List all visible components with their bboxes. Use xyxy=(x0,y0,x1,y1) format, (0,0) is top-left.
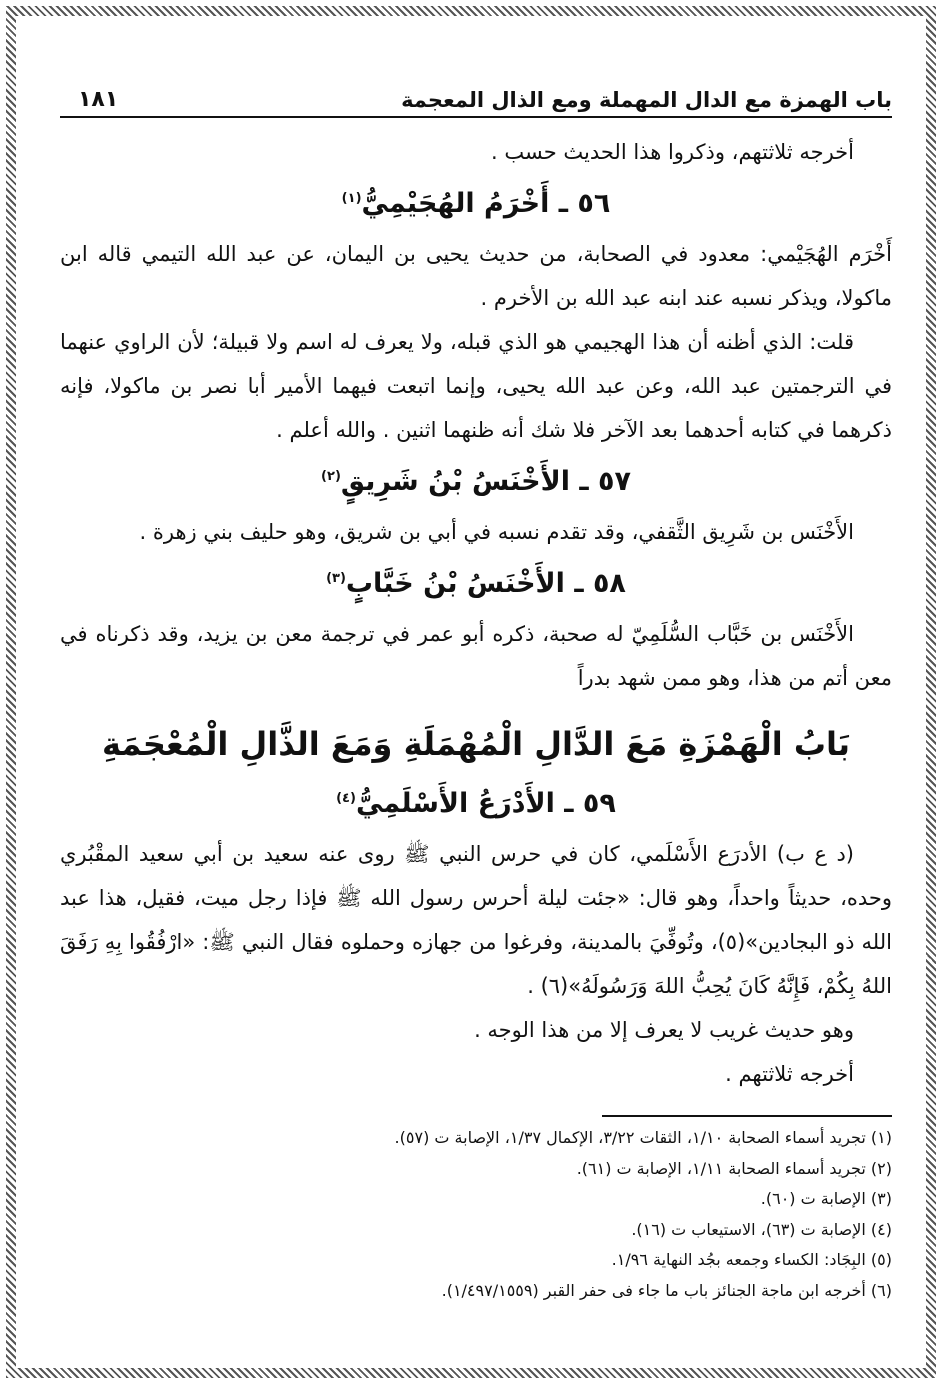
entry-59-paragraph-3: أخرجه ثلاثتهم . xyxy=(725,1062,854,1086)
footnote-1: (١) تجريد أسماء الصحابة ١/١٠، الثقات ٣/٢٢، الإكمال ١/٣٧، الإصابة ت (٥٧). xyxy=(394,1128,892,1147)
footnote-3: (٣) الإصابة ت (٦٠). xyxy=(760,1189,892,1208)
entry-59-paragraph-1: (د ع ب) الأدرَع الأَسْلَمي، كان في حرس النبي ﷺ روى عنه سعيد بن أبي سعيد المقْبُري وحده، حديثاً واحداً، وهو قال: «جئت ليلة أحرس رسول الله ﷺ فإذا رجل ميت، فقيل، هذا عبد الله ذو البجادين»(٥)، وتُوفِّيَ بالمدينة، وفرغوا من جهازه وحملوه فقال النبي ﷺ: «ارْفُقُوا بِهِ رَفَقَ اللهُ بِكُمْ، فَإِنَّهُ كَانَ يُحِبُّ اللهَ وَرَسُولَهُ»(٦) . xyxy=(60,842,892,998)
entry-57-paragraph: الأَخْنَس بن شَرِيق الثَّقفي، وقد تقدم نسبه في أبي بن شريق، وهو حليف بني زهرة . xyxy=(139,520,854,544)
footnote-6: (٦) أخرجه ابن ماجة الجنائز باب ما جاء فى حفر القبر (١/٤٩٧/١٥٥٩). xyxy=(441,1280,892,1300)
footnotes xyxy=(60,1115,892,1306)
footnote-5: (٥) البِجَاد: الكساء وجمعه بجُد النهاية ١/٩٦. xyxy=(611,1250,892,1269)
footnote-ref: (٢) xyxy=(321,469,341,484)
footnote-divider xyxy=(602,1115,892,1117)
footnote-2: (٢) تجريد أسماء الصحابة ١/١١، الإصابة ت (٦١). xyxy=(576,1158,892,1178)
entry-59-title: ٥٩ ـ الأَدْرَعُ الأَسْلَمِيُّ$^{(٤)}$ xyxy=(336,788,616,819)
page xyxy=(60,30,892,1360)
running-header xyxy=(60,76,892,118)
entry-58-title: ٥٨ ـ الأَخْنَسُ بْنُ خَبَّابٍ$^{(٣)}$ xyxy=(326,568,626,599)
intro-line: أخرجه ثلاثتهم، وذكروا هذا الحديث حسب . xyxy=(491,140,854,164)
header-title: باب الهمزة مع الدال المهملة ومع الذال المعجمة xyxy=(401,88,892,112)
footnote-ref: (٣) xyxy=(326,571,346,586)
entry-56-paragraph-1: أَخْرَم الهُجَيْمي: معدود في الصحابة، من حديث يحيى بن اليمان، عن عبد الله التيمي قاله ابن ماكولا، ويذكر نسبه عند ابنه عبد الله بن الأخرم . xyxy=(60,242,892,310)
footnote-ref: (٤) xyxy=(336,791,356,806)
entry-56-title: ٥٦ ـ أَخْرَمُ الهُجَيْمِيُّ$^{(١)}$ xyxy=(341,188,611,219)
entry-56-paragraph-2: قلت: الذي أظنه أن هذا الهجيمي هو الذي قبله، ولا يعرف له اسم ولا قبيلة؛ لأن الراوي عنهما في الترجمتين عبد الله، وعن عبد الله يحيى، وإنما اتبعت فيهما الأمير أبا نصر بن ماكولا، فإنه ذكرهما في كتابه أحدهما بعد الآخر فلا شك أنه ظنهما اثنين . والله أعلم . xyxy=(60,330,892,442)
entry-58-paragraph: الأَخْنَس بن خَبَّاب السُّلَمِيّ له صحبة، ذكره أبو عمر في ترجمة معن بن يزيد، وقد ذكرناه في معن أتم من هذا، وهو ممن شهد بدراً xyxy=(60,622,892,690)
page-number: ١٨١ xyxy=(78,87,119,112)
chapter-title: بَابُ الْهَمْزَةِ مَعَ الدَّالِ الْمُهْمَلَةِ وَمَعَ الذَّالِ الْمُعْجَمَةِ xyxy=(101,725,851,763)
main-text xyxy=(60,130,892,1096)
footnote-ref: (١) xyxy=(341,191,362,206)
footnote-4: (٤) الإصابة ت (٦٣)، الاستيعاب ت (١٦). xyxy=(631,1219,892,1239)
entry-57-title: ٥٧ ـ الأَخْنَسُ بْنُ شَرِيقٍ$^{(٢)}$ xyxy=(321,466,631,497)
entry-59-paragraph-2: وهو حديث غريب لا يعرف إلا من هذا الوجه . xyxy=(474,1018,854,1042)
